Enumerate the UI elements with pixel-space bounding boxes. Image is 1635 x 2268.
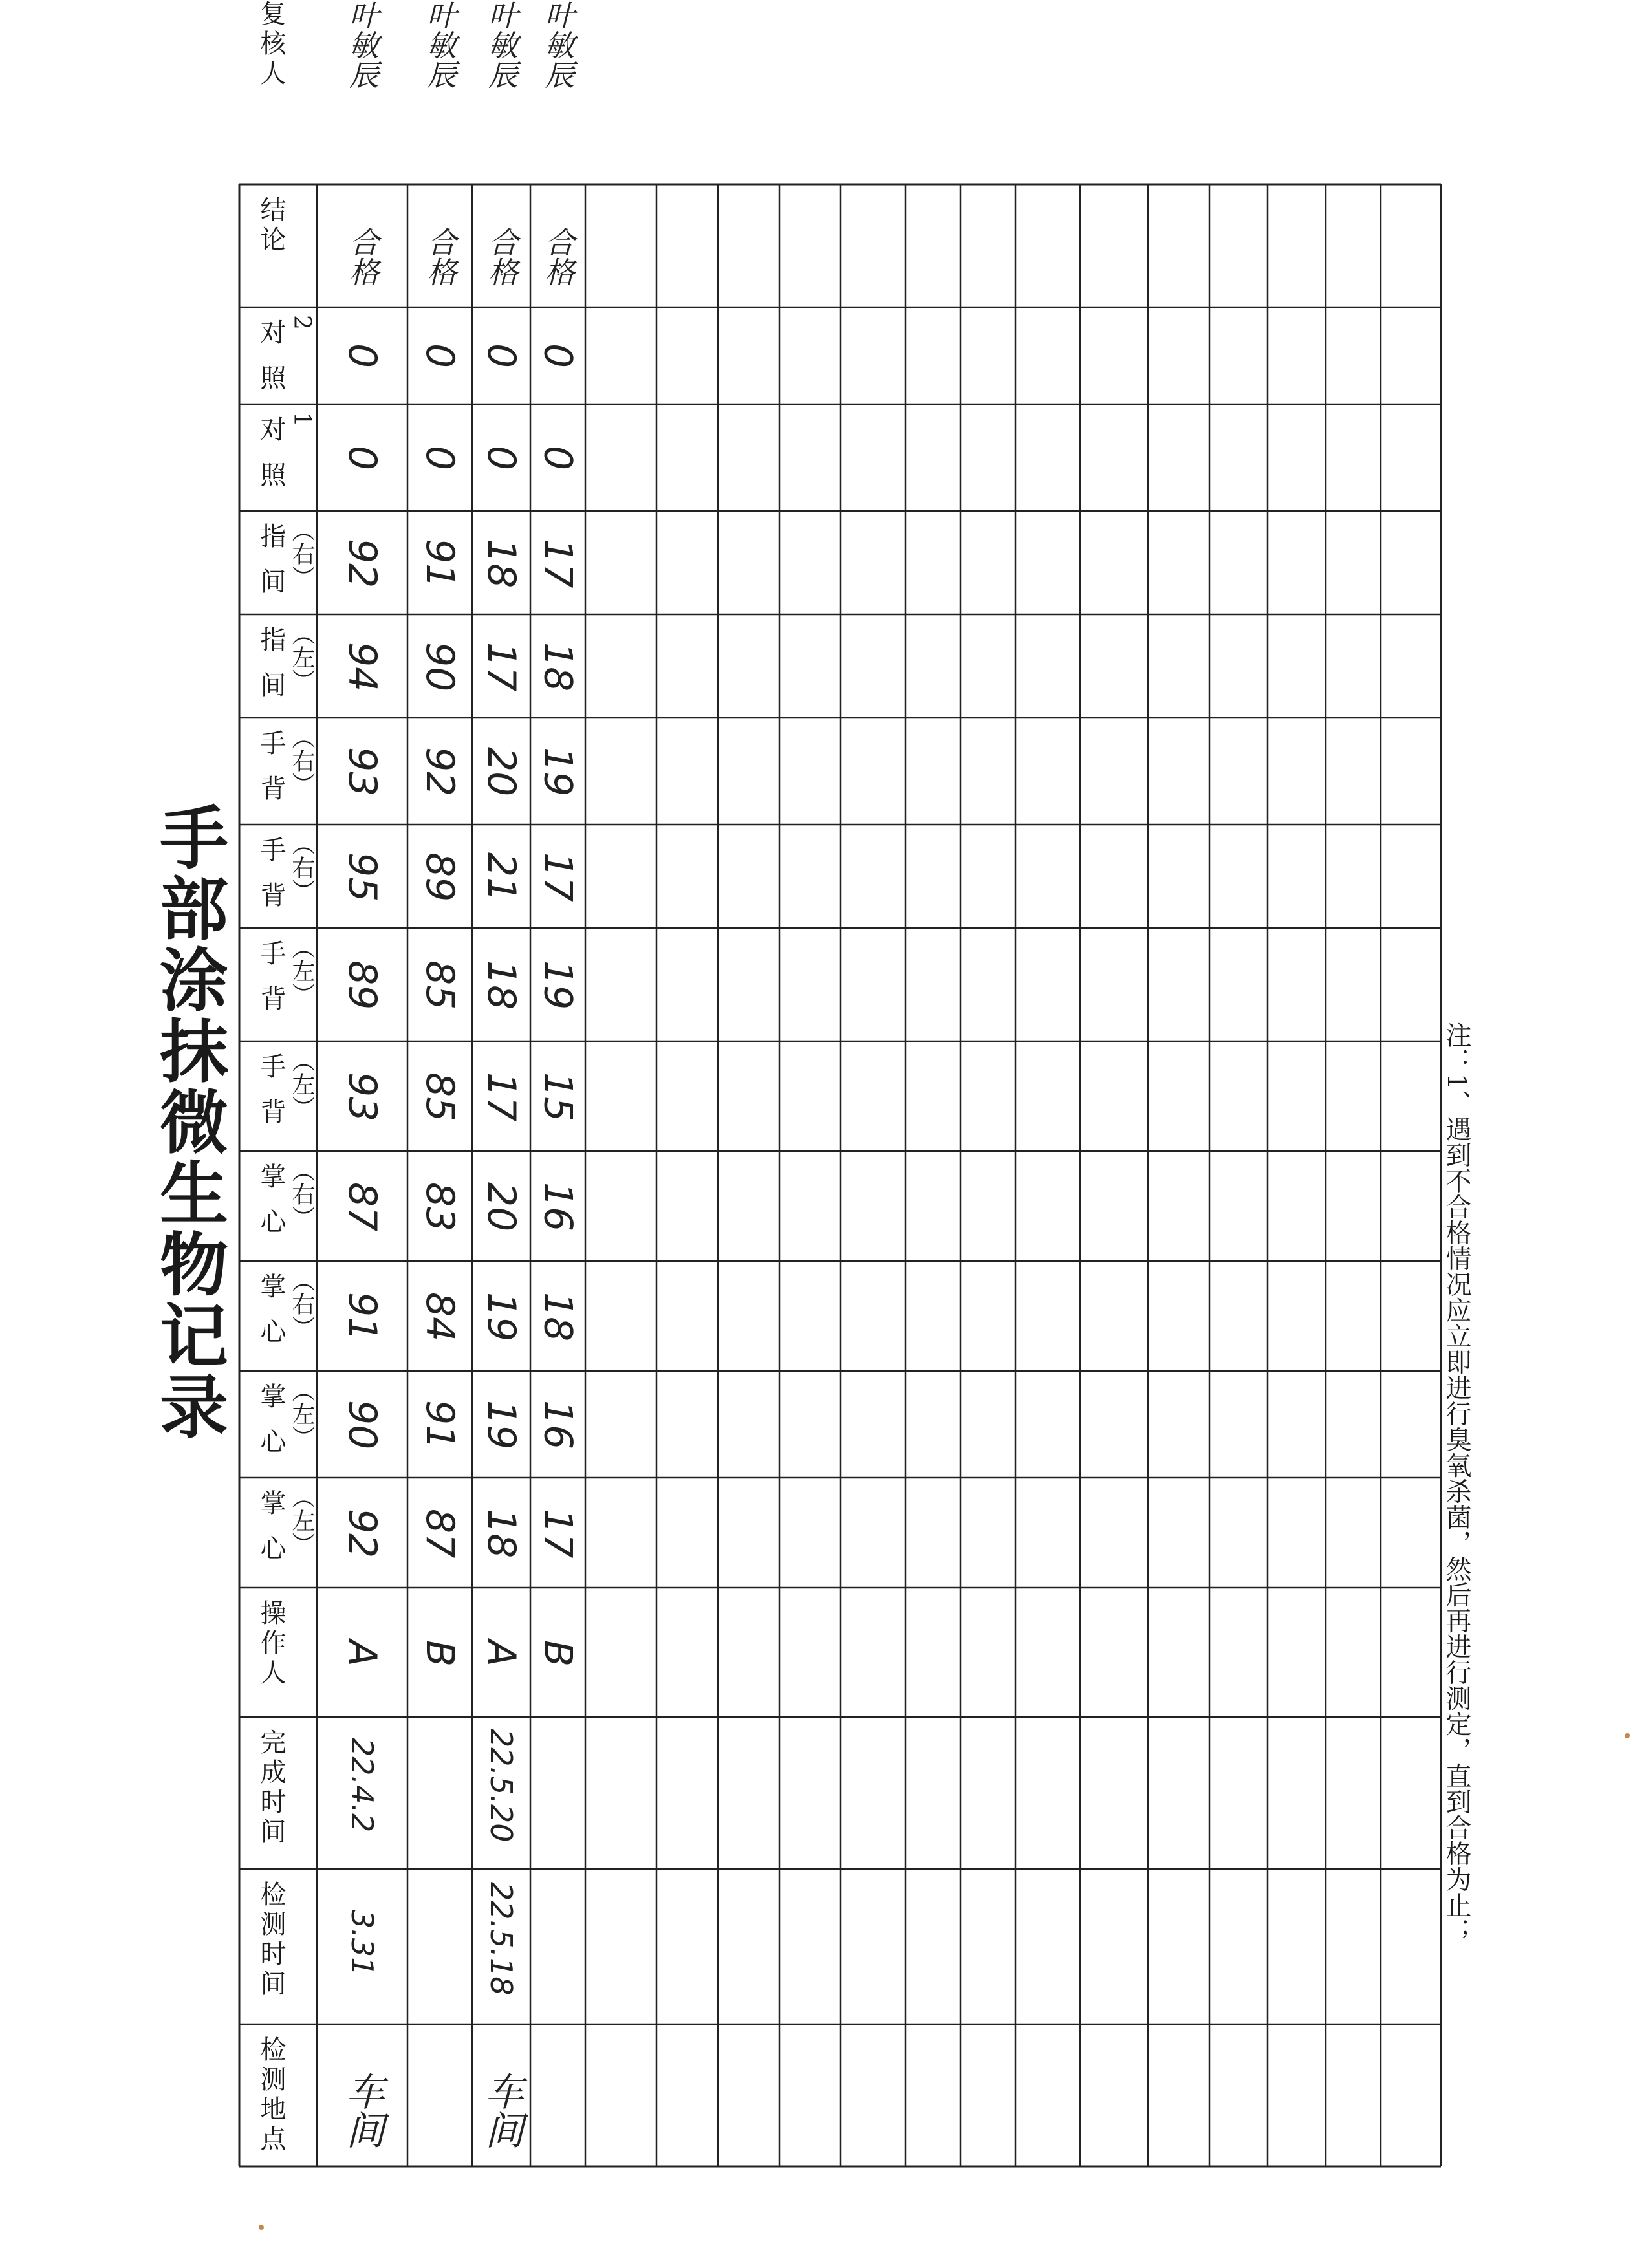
table-cell: 92 — [417, 747, 462, 797]
header-label: 手背 — [256, 1053, 286, 1143]
header-control-1 — [255, 416, 287, 506]
header-label: 指间 — [256, 523, 286, 613]
table-cell: 85 — [417, 960, 462, 1010]
header-side: （左） — [288, 622, 315, 692]
table-cell: 19 — [535, 747, 581, 797]
table-cell: 叶敏辰 — [422, 0, 457, 89]
table-cell: 0 — [479, 445, 524, 471]
table-cell: 19 — [479, 1400, 524, 1450]
header-label: 操作人 — [256, 1599, 286, 1689]
table-cell: 84 — [417, 1291, 462, 1342]
table-cell: 91 — [417, 538, 462, 589]
table-cell: 83 — [417, 1182, 462, 1232]
header-interdigital-right — [255, 523, 287, 613]
header-label: 检测时间 — [256, 1881, 286, 2000]
table-cell: 叶敏辰 — [484, 0, 519, 89]
header-label: 对照 — [256, 416, 286, 506]
table-cell: 91 — [417, 1400, 462, 1450]
table-cell: 89 — [340, 960, 385, 1010]
header-palm-right-1 — [255, 1273, 287, 1363]
header-back-left-2 — [255, 940, 287, 1033]
header-label: 复核人 — [256, 0, 286, 89]
table-cell: 92 — [340, 538, 385, 589]
table-cell: 0 — [340, 445, 385, 471]
table-cell: 17 — [535, 1508, 581, 1559]
table-cell: 22.5.20 — [484, 1728, 519, 1842]
table-cell: 19 — [479, 1291, 524, 1342]
table-cell: 85 — [417, 1072, 462, 1122]
header-label: 检测地点 — [256, 2036, 286, 2155]
table-cell: 0 — [340, 343, 385, 369]
header-label: 掌心 — [256, 1163, 286, 1253]
paper-speck — [259, 2225, 264, 2230]
header-side: （右） — [288, 1269, 315, 1339]
header-side: （左） — [288, 936, 315, 1006]
table-cell: B — [417, 1640, 462, 1667]
table-cell: 叶敏辰 — [345, 0, 380, 89]
footnote: 注：1、遇到不合格情况应立即进行臭氧杀菌，然后再进行测定，直到合格为止； — [1442, 1022, 1471, 1944]
table-cell: 18 — [479, 1508, 524, 1559]
header-label: 手背 — [256, 836, 286, 927]
header-label: 掌心 — [256, 1273, 286, 1363]
table-cell: A — [479, 1640, 524, 1667]
table-cell: 0 — [479, 343, 524, 369]
header-conclusion — [255, 196, 287, 299]
table-cell: 16 — [535, 1182, 581, 1232]
table-cell: 车间 — [340, 2071, 385, 2149]
header-label: 手背 — [256, 940, 286, 1030]
table-cell: 合格 — [422, 227, 457, 287]
table-cell: 16 — [535, 1400, 581, 1450]
table-cell: 18 — [479, 538, 524, 589]
table-cell: 87 — [417, 1508, 462, 1559]
header-side: 2 — [288, 315, 315, 330]
table-cell: 18 — [479, 960, 524, 1010]
table-cell: 车间 — [479, 2071, 524, 2149]
table-cell: B — [535, 1640, 581, 1667]
table-cell: 87 — [340, 1182, 385, 1232]
header-side: （右） — [288, 1159, 315, 1229]
table-cell: 合格 — [484, 227, 519, 287]
table-cell: 0 — [417, 343, 462, 369]
table-cell: 20 — [479, 1182, 524, 1232]
header-label: 手背 — [256, 729, 286, 820]
header-test-time — [255, 1881, 287, 2016]
table-cell: 90 — [417, 642, 462, 692]
header-reviewer — [255, 0, 287, 89]
header-back-left-1 — [255, 1053, 287, 1143]
table-cell: 90 — [340, 1400, 385, 1450]
table-cell: 94 — [340, 642, 385, 692]
header-control-2 — [255, 319, 287, 409]
table-cell: 0 — [417, 445, 462, 471]
header-back-right-1 — [255, 836, 287, 927]
table-cell: 89 — [417, 852, 462, 902]
table-cell: 93 — [340, 1072, 385, 1122]
header-side: （右） — [288, 726, 315, 795]
table-cell: 17 — [535, 538, 581, 589]
table-cell: 22.4.2 — [345, 1737, 380, 1833]
header-side: 1 — [288, 412, 315, 427]
table-cell: 22.5.18 — [484, 1882, 519, 1996]
header-label: 结论 — [256, 196, 286, 255]
table-cell: 95 — [340, 852, 385, 902]
header-side: （左） — [288, 1485, 315, 1555]
header-side: （左） — [288, 1049, 315, 1119]
table-cell: 21 — [479, 852, 524, 902]
header-location — [255, 2036, 287, 2159]
header-label: 完成时间 — [256, 1729, 286, 1848]
table-cell: 91 — [340, 1291, 385, 1342]
table-cell: A — [340, 1640, 385, 1667]
header-label: 指间 — [256, 626, 286, 717]
header-operator — [255, 1599, 287, 1709]
header-label: 掌心 — [256, 1383, 286, 1473]
header-interdigital-left — [255, 626, 287, 717]
table-cell: 合格 — [540, 227, 576, 287]
header-side: （右） — [288, 519, 315, 589]
page-title: 手部涂抹微生物记录 — [149, 802, 228, 1442]
table-cell: 93 — [340, 747, 385, 797]
header-label: 对照 — [256, 319, 286, 409]
table-cell: 0 — [535, 343, 581, 369]
table-cell: 17 — [479, 642, 524, 692]
table-cell: 3.31 — [345, 1909, 380, 1976]
table-cell: 18 — [535, 1291, 581, 1342]
header-side: （右） — [288, 832, 315, 902]
header-palm-right-2 — [255, 1163, 287, 1253]
header-palm-left-2 — [255, 1383, 287, 1473]
header-label: 掌心 — [256, 1489, 286, 1580]
header-side: （左） — [288, 1379, 315, 1449]
table-cell: 15 — [535, 1072, 581, 1122]
table-cell: 19 — [535, 960, 581, 1010]
paper-speck — [1625, 1733, 1630, 1738]
header-palm-left-1 — [255, 1489, 287, 1580]
table-cell: 20 — [479, 747, 524, 797]
header-done-time — [255, 1729, 287, 1861]
table-cell: 18 — [535, 642, 581, 692]
table-cell: 0 — [535, 445, 581, 471]
header-back-right-2 — [255, 729, 287, 820]
table-cell: 92 — [340, 1508, 385, 1559]
table-cell: 合格 — [345, 227, 380, 287]
table-cell: 17 — [479, 1072, 524, 1122]
table-cell: 17 — [535, 852, 581, 902]
table-cell: 叶敏辰 — [540, 0, 576, 89]
